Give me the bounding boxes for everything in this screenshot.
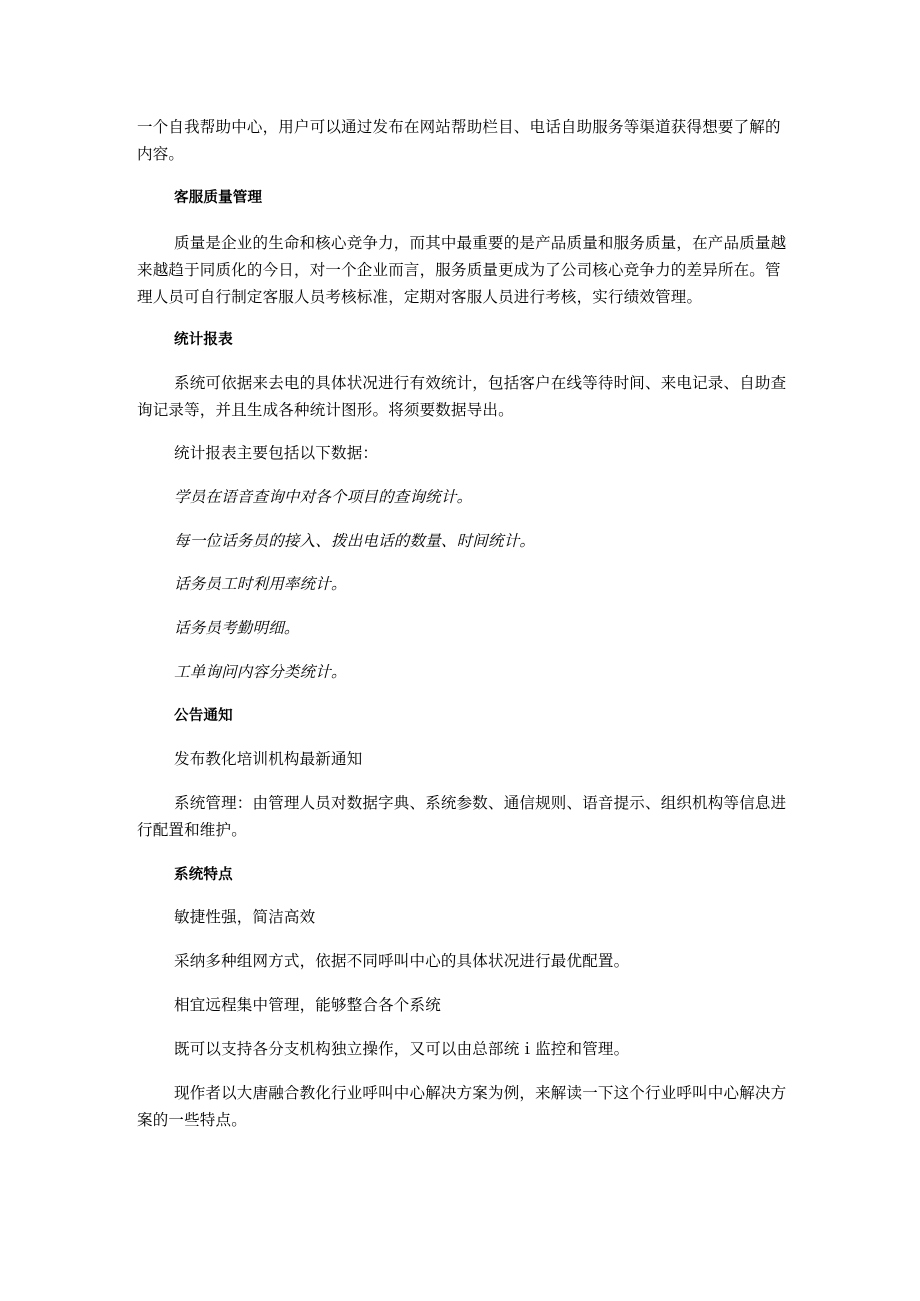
heading-service-quality: 客服质量管理	[174, 190, 263, 206]
feature-remote-management: 相宜远程集中管理，能够整合各个系统	[174, 996, 441, 1014]
paragraph-statistics: 系统可依据来去电的具体状况进行有效统计，包括客户在线等待时间、来电记录、自助查询记录等，并且生成各种统计图形。将须要数据导出。	[137, 374, 787, 419]
paragraph-conclusion: 现作者以大唐融合教化行业呼叫中心解决方案为例，来解读一下这个行业呼叫中心解决方案的一些特点。	[137, 1084, 787, 1129]
paragraph-announcement: 发布教化培训机构最新通知	[174, 750, 363, 768]
paragraph-self-help: 一个自我帮助中心，用户可以通过发布在网站帮助栏目、电话自助服务等渠道获得想要了解的内容。	[137, 118, 781, 163]
feature-branch-support: 既可以支持各分支机构独立操作，又可以由总部统ｉ监控和管理。	[174, 1040, 630, 1058]
paragraph-service-quality: 质量是企业的生命和核心竞争力，而其中最重要的是产品质量和服务质量，在产品质量越来越趋于同质化的今日，对一个企业而言，服务质量更成为了公司核心竞争力的差异所在。管理人员可自行制定客服人员考核标准，定期对客服人员进行考核，实行绩效管理。	[137, 234, 787, 306]
stat-item: 学员在语音查询中对各个项目的查询统计。	[174, 488, 473, 506]
feature-networking: 采纳多种组网方式，依据不同呼叫中心的具体状况进行最优配置。	[174, 952, 630, 970]
stat-item: 每一位话务员的接入、拨出电话的数量、时间统计。	[174, 532, 536, 550]
stat-item: 工单询问内容分类统计。	[174, 663, 347, 681]
feature-agility: 敏捷性强，简洁高效	[174, 908, 316, 926]
paragraph-statistics-intro: 统计报表主要包括以下数据：	[174, 444, 379, 462]
heading-features: 系统特点	[174, 867, 233, 883]
paragraph-system-management: 系统管理：由管理人员对数据字典、系统参数、通信规则、语音提示、组织机构等信息进行配置和维护。	[137, 794, 787, 839]
heading-announcement: 公告通知	[174, 708, 233, 724]
stat-item: 话务员考勤明细。	[174, 619, 300, 637]
stat-item: 话务员工时利用率统计。	[174, 575, 347, 593]
heading-statistics: 统计报表	[174, 332, 233, 348]
